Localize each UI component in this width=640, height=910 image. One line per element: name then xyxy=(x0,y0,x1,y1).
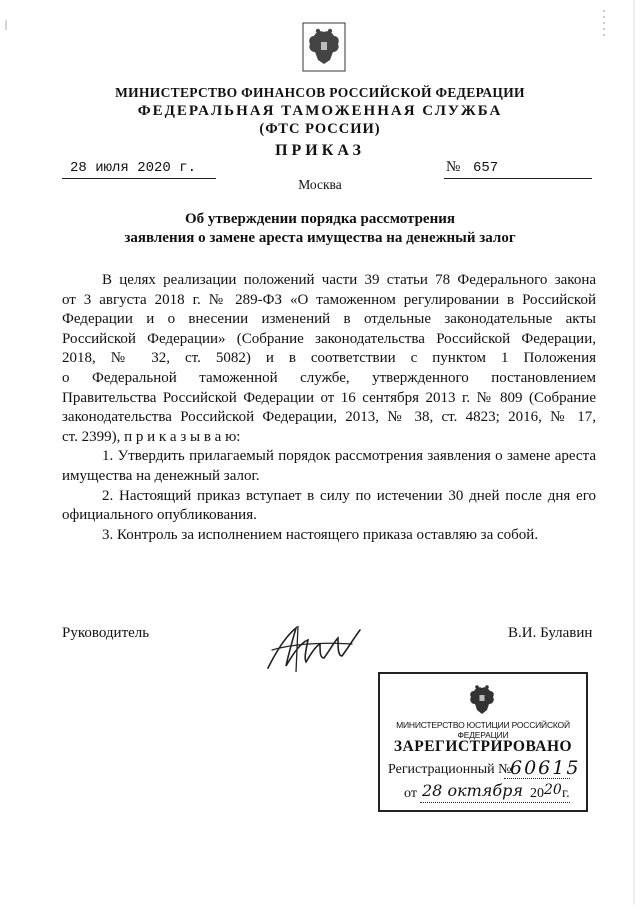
stamp-date-handwritten: 28 октября xyxy=(422,781,523,800)
stamp-ministry: МИНИСТЕРСТВО ЮСТИЦИИ РОССИЙСКОЙ ФЕДЕРАЦИИ xyxy=(396,720,570,740)
preamble-last-line: ст. 2399), п р и к а з ы в а ю: xyxy=(62,428,241,445)
handwritten-signature xyxy=(262,622,374,674)
preamble-line: о Федеральной таможенной службе, утвержденного постановлением xyxy=(62,369,596,386)
order-date: 28 июля 2020 г. xyxy=(70,160,197,176)
item-1-line-1: 1. Утвердить прилагаемый порядок рассмотрения заявления о замене ареста xyxy=(102,448,596,465)
preamble-paragraph xyxy=(62,271,596,545)
city-label: Москва xyxy=(298,177,342,192)
signer-position: Руководитель xyxy=(62,625,150,641)
stamp-date-prefix: от xyxy=(404,786,417,801)
stamp-reg-label: Регистрационный № xyxy=(388,762,512,777)
item-2-line-2: официального опубликования. xyxy=(62,507,257,524)
number-label: № xyxy=(446,159,461,175)
stamp-year-handwritten: 20 xyxy=(544,782,562,798)
preamble-line: Федерации и о внесении изменений в отдельные законодательные акты xyxy=(62,311,596,328)
doc-type-heading: ПРИКАЗ xyxy=(275,142,365,159)
stamp-year-suffix: г. xyxy=(562,786,570,801)
preamble-line: Правительства Российской Федерации от 16 сентября 2013 г. № 809 (Собрание xyxy=(62,389,596,406)
stamp-emblem xyxy=(464,682,500,718)
service-heading: ФЕДЕРАЛЬНАЯ ТАМОЖЕННАЯ СЛУЖБА xyxy=(137,103,503,119)
stamp-date-underline xyxy=(420,802,570,803)
stamp-reg-number: 60615 xyxy=(510,757,581,779)
stamp-year-prefix: 20 xyxy=(530,786,544,801)
preamble-line: Российской Федерации» (Собрание законодательства Российской Федерации, xyxy=(62,330,596,347)
preamble-line: законодательства Российской Федерации, 2013, № 38, ст. 4823; 2016, № 17, xyxy=(62,409,596,426)
order-number: 657 xyxy=(473,160,499,176)
service-abbr-heading: (ФТС РОССИИ) xyxy=(259,121,381,137)
order-title-line-1: Об утверждении порядка рассмотрения xyxy=(185,211,455,227)
item-1-line-2: имущества на денежный залог. xyxy=(62,467,260,484)
preamble-line: В целях реализации положений части 39 статьи 78 Федерального закона xyxy=(102,272,596,288)
item-3: 3. Контроль за исполнением настоящего приказа оставляю за собой. xyxy=(102,526,539,543)
item-2-line-1: 2. Настоящий приказ вступает в силу по истечении 30 дней после дня его xyxy=(102,487,596,504)
signer-name: В.И. Булавин xyxy=(508,625,593,641)
ministry-heading: МИНИСТЕРСТВО ФИНАНСОВ РОССИЙСКОЙ ФЕДЕРАЦИИ xyxy=(115,85,525,100)
registration-stamp xyxy=(378,672,588,812)
stamp-registered: ЗАРЕГИСТРИРОВАНО xyxy=(393,738,573,755)
stamp-reg-underline xyxy=(504,778,570,779)
preamble-line: 2018, № 32, ст. 5082) и в соответствии с пунктом 1 Положения xyxy=(62,350,596,367)
order-title-line-2: заявления о замене ареста имущества на денежный залог xyxy=(124,230,516,246)
preamble-line: от 3 августа 2018 г. № 289-ФЗ «О таможенном регулировании в Российской xyxy=(62,291,596,308)
coat-of-arms-emblem xyxy=(302,22,346,72)
